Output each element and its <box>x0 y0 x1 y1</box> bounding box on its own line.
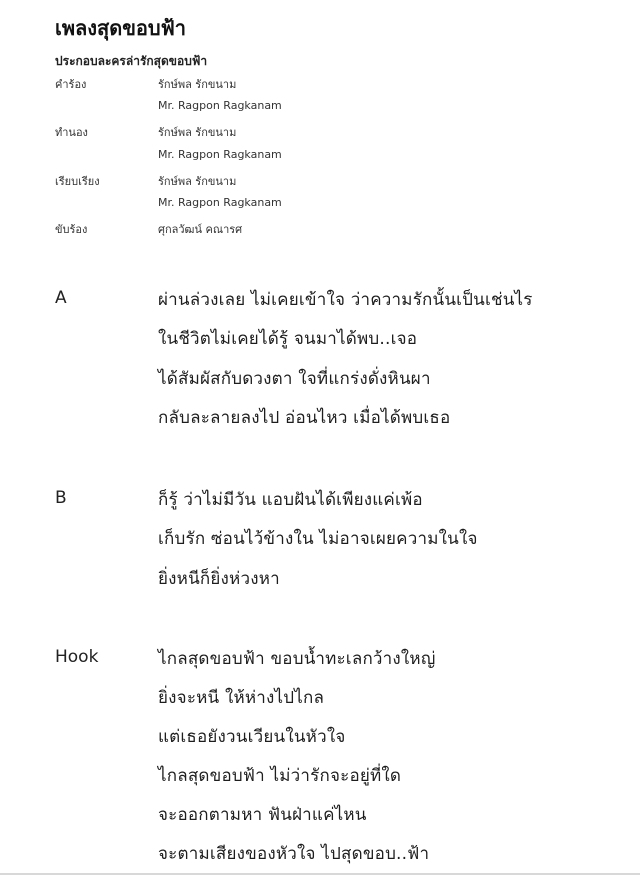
lyric-line: ผ่านล่วงเลย ไม่เคยเข้าใจ ว่าความรักนั้นเป็นเช่นไร <box>158 290 533 310</box>
section-label-a: A <box>55 288 67 308</box>
drama-subtitle: ประกอบละครล่ารักสุดขอบฟ้า <box>55 54 208 68</box>
credit-arrangement-name-en: Mr. Ragpon Ragkanam <box>158 196 282 209</box>
lyric-line: ยิ่งจะหนี ให้ห่างไปไกล <box>158 688 325 708</box>
credit-lyrics-name-en: Mr. Ragpon Ragkanam <box>158 99 282 112</box>
lyric-line: ยิ่งหนีก็ยิ่งห่วงหา <box>158 569 280 589</box>
lyric-line: กลับละลายลงไป อ่อนไหว เมื่อได้พบเธอ <box>158 408 451 428</box>
credit-lyrics-name-th: รักษ์พล รักขนาม <box>158 78 237 91</box>
credit-vocal-label: ขับร้อง <box>55 223 88 236</box>
credit-arrangement-label: เรียบเรียง <box>55 175 100 188</box>
lyric-line: ไกลสุดขอบฟ้า ขอบน้ำทะเลกว้างใหญ่ <box>158 649 436 669</box>
credit-melody-name-th: รักษ์พล รักขนาม <box>158 126 237 139</box>
lyric-line: แต่เธอยังวนเวียนในหัวใจ <box>158 727 346 747</box>
page-bottom-rule <box>0 873 640 875</box>
lyric-line: จะออกตามหา ฟันฝ่าแค่ไหน <box>158 805 367 825</box>
lyric-line: ได้สัมผัสกับดวงตา ใจที่แกร่งดั่งหินผา <box>158 369 431 389</box>
lyric-line: จะตามเสียงของหัวใจ ไปสุดขอบ..ฟ้า <box>158 844 430 864</box>
section-label-hook: Hook <box>55 647 99 667</box>
lyric-line: ก็รู้ ว่าไม่มีวัน แอบฝันได้เพียงแค่เพ้อ <box>158 490 423 510</box>
credit-melody-name-en: Mr. Ragpon Ragkanam <box>158 148 282 161</box>
section-label-b: B <box>55 488 67 508</box>
credit-arrangement-name-th: รักษ์พล รักขนาม <box>158 175 237 188</box>
credit-melody-label: ทำนอง <box>55 126 88 139</box>
credit-lyrics-label: คำร้อง <box>55 78 87 91</box>
lyric-line: เก็บรัก ซ่อนไว้ข้างใน ไม่อาจเผยความในใจ <box>158 529 478 549</box>
song-title: เพลงสุดขอบฟ้า <box>55 16 187 40</box>
lyric-line: ไกลสุดขอบฟ้า ไม่ว่ารักจะอยู่ที่ใด <box>158 766 402 786</box>
credit-vocal-name: ศุกลวัฒน์ คณารศ <box>158 223 243 236</box>
lyric-line: ในชีวิตไม่เคยได้รู้ จนมาได้พบ..เจอ <box>158 329 418 349</box>
